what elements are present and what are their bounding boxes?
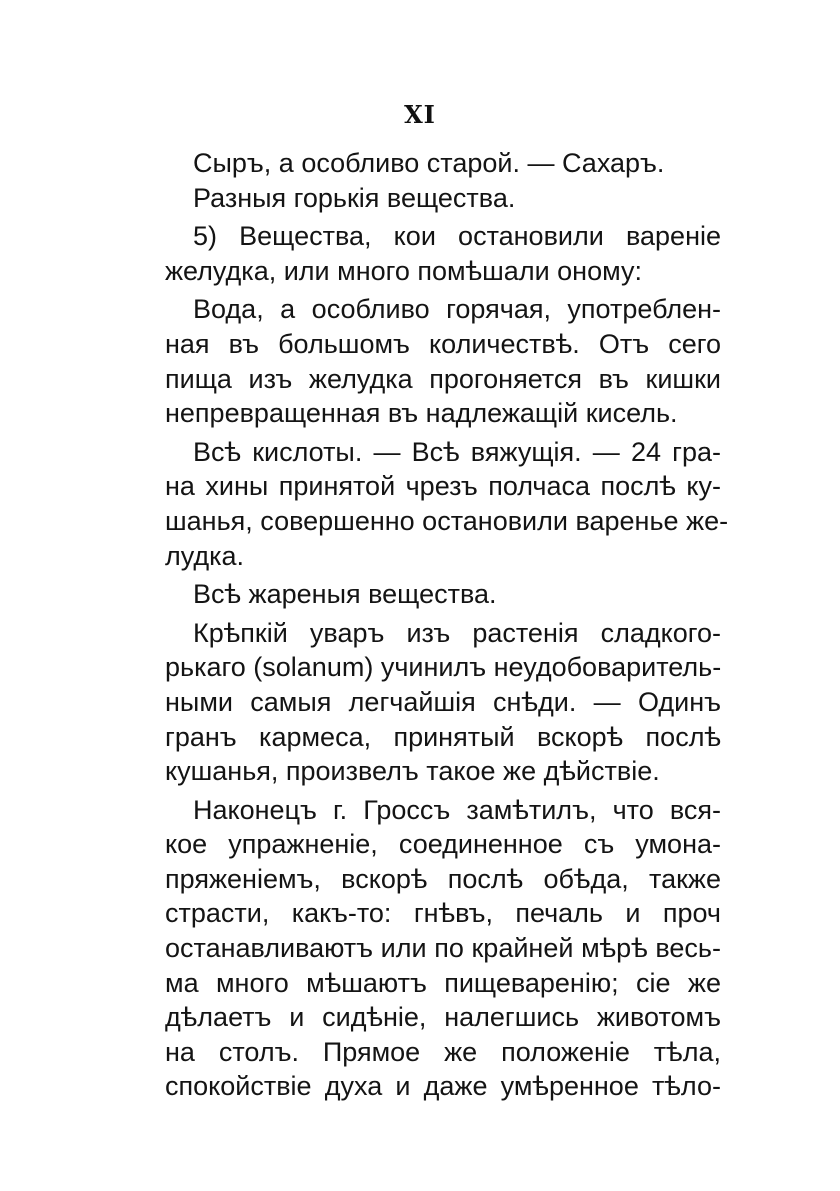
text-line: шанья, совершенно остановили варенье же- — [165, 505, 729, 536]
text-line: ма много мѣшаютъ пищеваренію; сіе же — [165, 967, 721, 998]
text-line: Всѣ кислоты. — Всѣ вяжущія. — 24 гра- — [193, 436, 721, 467]
text-line: останавливаютъ или по крайней мѣрѣ весь- — [165, 933, 721, 964]
text-line: пряженіемъ, вскорѣ послѣ обѣда, также — [165, 863, 721, 894]
text-line: ными самыя легчайшія снѣди. — Одинъ — [165, 686, 721, 717]
text-line: лудка. — [165, 540, 245, 571]
text-line: дѣлаетъ и сидѣніе, налегшись животомъ — [165, 1002, 721, 1033]
text-line: гранъ кармеса, принятый вскорѣ послѣ — [165, 721, 721, 752]
text-line: желудка, или много помѣшали оному: — [165, 255, 642, 286]
text-line: 5) Вещества, кои остановили вареніе — [193, 221, 721, 252]
text-line: пища изъ желудка прогоняется въ кишки — [165, 363, 721, 394]
text-line: Разныя горькія вещества. — [193, 182, 516, 213]
text-line: спокойствіе духа и даже умѣренное тѣло- — [165, 1071, 721, 1102]
page-number: XI — [404, 100, 436, 129]
text-line: кое упражненіе, соединенное съ умона- — [165, 829, 721, 860]
text-line: Вода, а особливо горячая, употреблен- — [193, 294, 721, 325]
text-line: рькаго (solanum) учинилъ неудобоваритель- — [165, 652, 722, 683]
text-line: кушанья, произвелъ такое же дѣйствіе. — [165, 756, 660, 787]
text-line: Всѣ жареныя вещества. — [193, 579, 497, 610]
text-line: Наконецъ г. Гроссъ замѣтилъ, что вся- — [193, 794, 721, 825]
text-line: страсти, какъ-то: гнѣвъ, печаль и проч — [165, 898, 721, 929]
text-line: Сыръ, а особливо старой. — Сахаръ. — [193, 148, 665, 178]
body-text — [165, 146, 729, 1104]
text-line: на столъ. Прямое же положеніе тѣла, — [165, 1036, 721, 1067]
text-line: непревращенная въ надлежащій кисель. — [165, 398, 678, 429]
text-line: Крѣпкій уваръ изъ растенія сладкого- — [193, 617, 721, 648]
text-line: на хины принятой чрезъ полчаса послѣ ку- — [165, 471, 721, 502]
text-line: ная въ большомъ количествѣ. Отъ сего — [165, 328, 721, 359]
